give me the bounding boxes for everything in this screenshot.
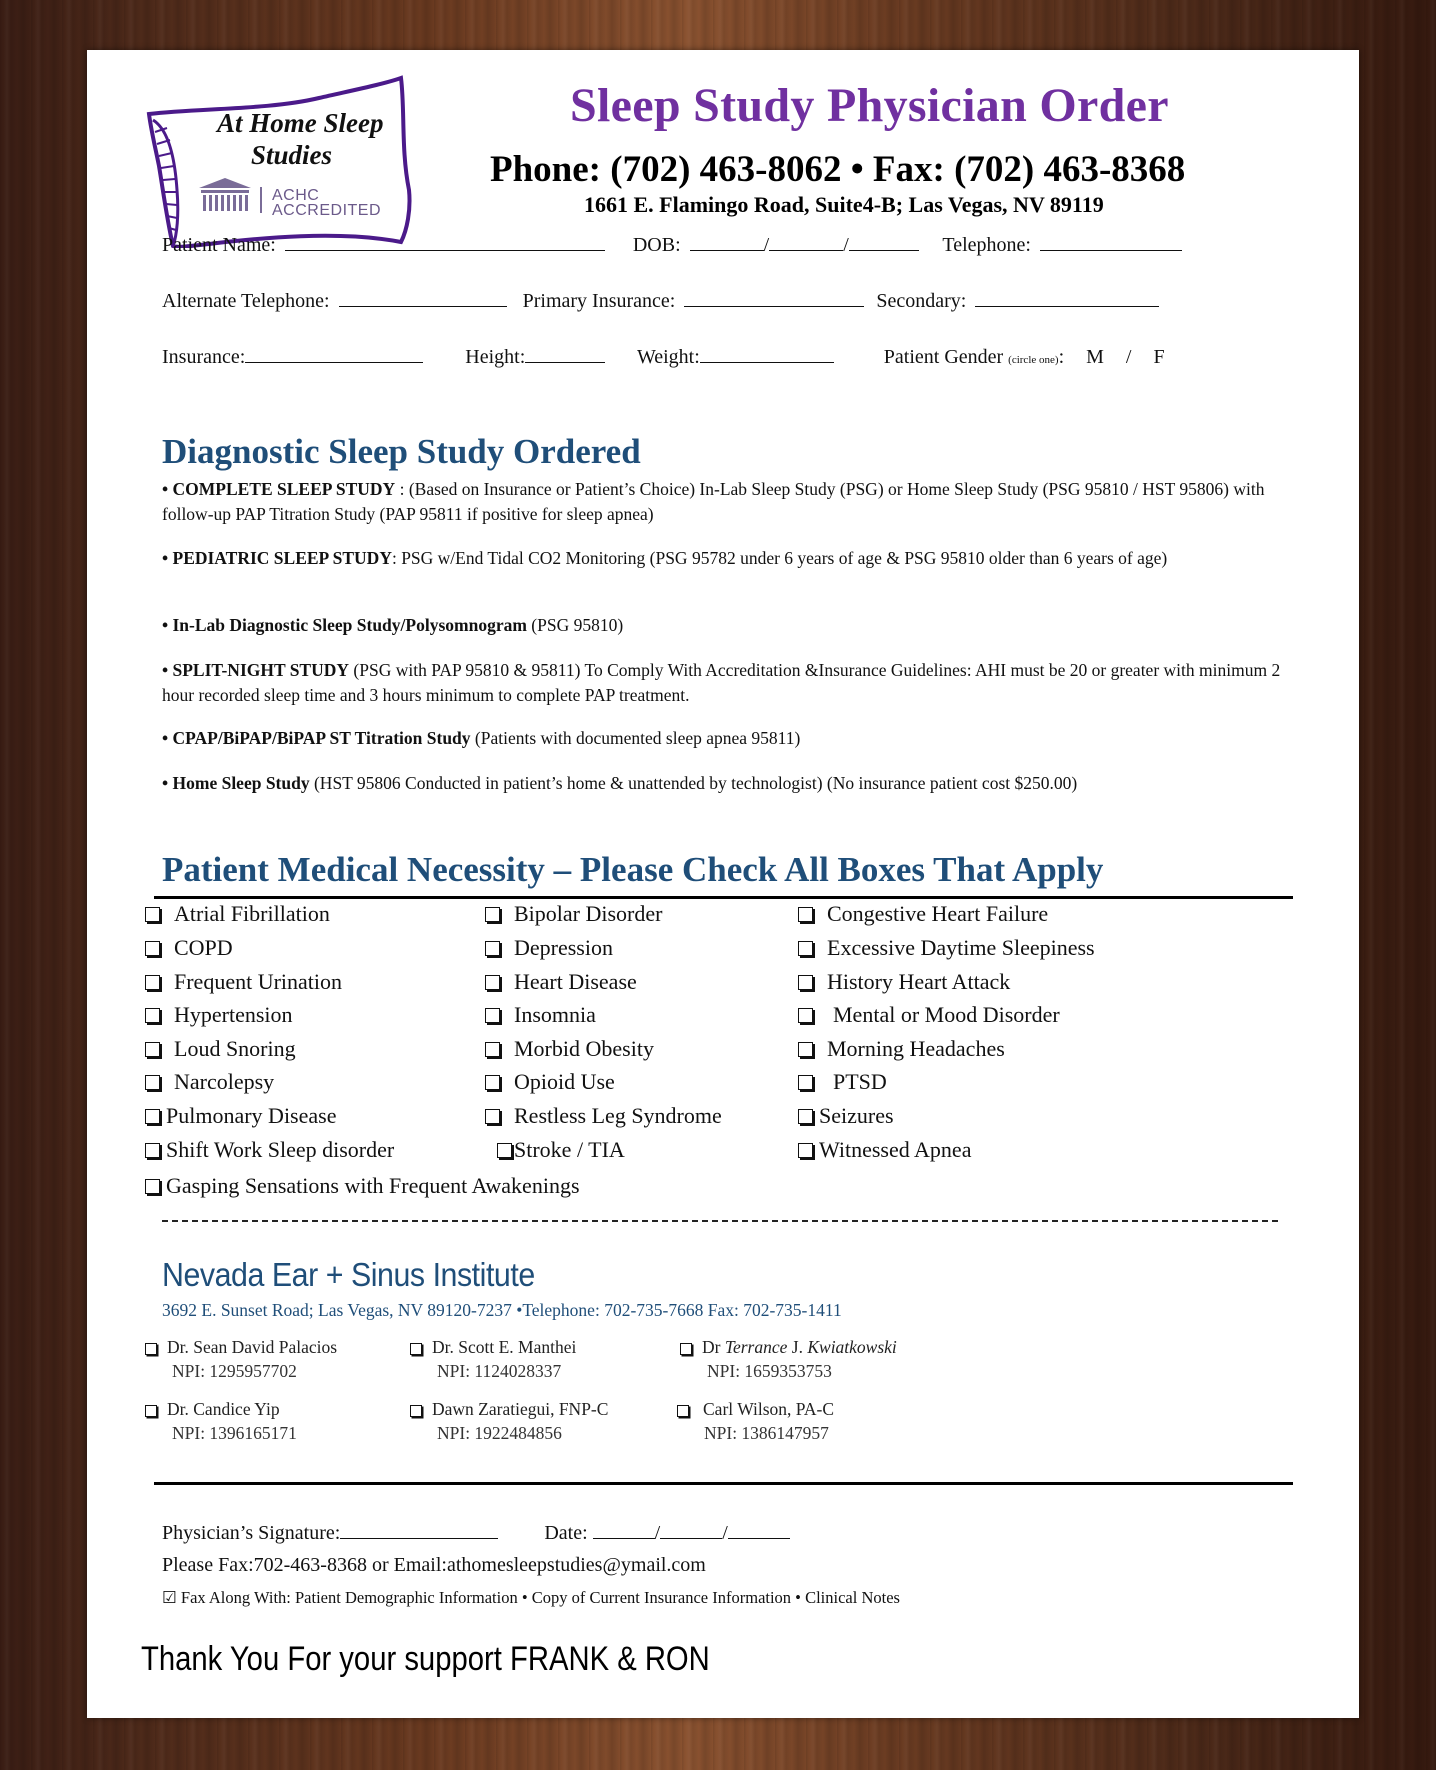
condition-label: Hypertension — [174, 1002, 293, 1027]
study-option-home[interactable] — [162, 771, 1292, 796]
telephone-field[interactable] — [1040, 232, 1182, 251]
condition-checkbox[interactable] — [798, 1002, 1060, 1028]
checkbox-icon[interactable] — [145, 1042, 160, 1057]
fax-email-instructions: Please Fax:702-463-8368 or Email:athomesleepstudies@ymail.com — [162, 1554, 706, 1576]
condition-checkbox[interactable] — [798, 1069, 887, 1095]
checkbox-icon[interactable] — [485, 907, 500, 922]
study-option-title: • Home Sleep Study — [162, 773, 310, 793]
condition-checkbox[interactable] — [145, 1103, 336, 1129]
condition-label: PTSD — [833, 1069, 887, 1094]
physician-npi: NPI: 1659353753 — [707, 1361, 832, 1381]
condition-label: Narcolepsy — [174, 1069, 275, 1094]
checkbox-icon[interactable] — [145, 1008, 160, 1023]
primary-insurance-field[interactable] — [684, 288, 864, 307]
condition-label: Mental or Mood Disorder — [833, 1002, 1060, 1027]
study-option-complete[interactable] — [162, 477, 1292, 527]
physician-option[interactable] — [145, 1397, 297, 1445]
physician-name-italic: Terrance — [724, 1337, 788, 1357]
checkbox-icon[interactable] — [145, 975, 160, 990]
alternate-telephone-field[interactable] — [339, 288, 507, 307]
condition-checkbox[interactable] — [798, 1036, 1005, 1062]
date-label: Date: — [544, 1522, 588, 1544]
achc-line2: ACCREDITED — [272, 202, 382, 219]
logo-text-line1: At Home Sleep — [217, 108, 384, 138]
circle-one-note: (circle one) — [1008, 354, 1059, 366]
physician-name: Dr. Candice Yip — [167, 1399, 280, 1419]
checkbox-icon[interactable] — [485, 975, 500, 990]
physician-npi: NPI: 1396165171 — [172, 1423, 297, 1443]
dob-day-field[interactable] — [769, 232, 843, 251]
condition-checkbox[interactable] — [145, 1137, 394, 1163]
condition-checkbox[interactable] — [145, 1173, 580, 1199]
secondary-insurance-field[interactable] — [975, 288, 1159, 307]
gender-slash: / — [1125, 346, 1132, 368]
condition-label: Depression — [514, 935, 613, 960]
dashed-divider — [162, 1220, 1278, 1222]
patient-gender-label: Patient Gender — [883, 346, 1004, 368]
condition-checkbox[interactable] — [798, 969, 1010, 995]
checkbox-icon[interactable] — [798, 1042, 813, 1057]
condition-label: Gasping Sensations with Frequent Awakenings — [166, 1173, 580, 1198]
checkbox-icon[interactable] — [798, 1109, 813, 1124]
checkbox-icon[interactable] — [145, 1405, 157, 1417]
institute-name: Nevada Ear + Sinus Institute — [162, 1256, 535, 1293]
page-title: Sleep Study Physician Order — [570, 79, 1169, 132]
physician-npi: NPI: 1922484856 — [437, 1423, 562, 1443]
condition-checkbox[interactable] — [497, 1137, 625, 1163]
checkbox-icon[interactable] — [145, 907, 160, 922]
physician-option[interactable] — [410, 1335, 576, 1383]
physician-name-italic: Kwiatkowski — [807, 1337, 897, 1357]
physician-signature-label: Physician’s Signature: — [162, 1522, 341, 1544]
condition-label: Heart Disease — [514, 969, 637, 994]
section-divider — [154, 896, 1293, 899]
gender-option-m[interactable]: M — [1086, 346, 1104, 368]
physician-npi: NPI: 1295957702 — [172, 1361, 297, 1381]
dob-separator: / — [763, 234, 770, 256]
checkbox-icon[interactable] — [485, 1008, 500, 1023]
physician-name: Dawn Zaratiegui, FNP-C — [432, 1399, 609, 1419]
achc-accredited-badge — [272, 188, 381, 218]
date-separator: / — [654, 1522, 661, 1544]
secondary-insurance-label: Secondary: — [876, 290, 967, 312]
date-day-field[interactable] — [660, 1520, 722, 1539]
study-option-description: (Patients with documented sleep apnea 95811) — [470, 728, 801, 748]
achc-building-icon — [199, 178, 262, 213]
date-year-field[interactable] — [728, 1520, 790, 1539]
study-option-pediatric[interactable] — [162, 546, 1292, 571]
logo-text-line2: Studies — [251, 140, 333, 170]
medical-necessity-heading: Patient Medical Necessity – Please Check All Boxes That Apply — [162, 850, 1104, 889]
condition-checkbox[interactable] — [145, 935, 233, 961]
condition-label: Congestive Heart Failure — [827, 901, 1049, 926]
dob-month-field[interactable] — [690, 232, 764, 251]
condition-label: Shift Work Sleep disorder — [166, 1137, 395, 1162]
checkbox-icon[interactable] — [485, 1109, 500, 1124]
condition-label: Morning Headaches — [827, 1036, 1005, 1061]
thank-you-note: Thank You For your support FRANK & RON — [141, 1640, 710, 1678]
signature-row — [162, 1520, 790, 1545]
condition-label: Pulmonary Disease — [166, 1103, 337, 1128]
checkbox-icon[interactable] — [798, 975, 813, 990]
physician-option[interactable] — [410, 1397, 608, 1445]
patient-info-row-2 — [162, 288, 1159, 313]
insurance-field[interactable] — [245, 344, 423, 363]
study-option-description: (PSG with PAP 95810 & 95811) To Comply With Accreditation &Insurance Guidelines: AHI must be 20 or greater with minimum 2 hour recorded sleep time and 3 hours minimum to complete PAP treatment. — [162, 660, 1281, 705]
checkbox-icon[interactable] — [145, 1179, 160, 1194]
condition-label: Excessive Daytime Sleepiness — [827, 935, 1095, 960]
checkbox-icon[interactable] — [497, 1143, 512, 1158]
physician-signature-field[interactable] — [340, 1520, 498, 1539]
condition-checkbox[interactable] — [798, 935, 1095, 961]
study-option-title: • PEDIATRIC SLEEP STUDY — [162, 548, 392, 568]
fax-along-with-row — [162, 1588, 900, 1608]
order-form-page — [87, 50, 1359, 1718]
dob-separator: / — [843, 234, 849, 256]
checkbox-icon[interactable] — [410, 1343, 422, 1355]
condition-label: Witnessed Apnea — [819, 1137, 972, 1162]
checkbox-icon[interactable] — [145, 1075, 160, 1090]
condition-checkbox[interactable] — [798, 901, 1048, 927]
weight-label: Weight: — [636, 346, 700, 368]
checkbox-icon[interactable] — [485, 941, 500, 956]
study-option-description: (PSG 95810) — [526, 615, 624, 635]
condition-checkbox[interactable] — [798, 1137, 971, 1163]
condition-checkbox[interactable] — [485, 935, 613, 961]
checkbox-icon[interactable] — [485, 1075, 500, 1090]
clinic-address: 1661 E. Flamingo Road, Suite4-B; Las Vegas, NV 89119 — [584, 192, 1104, 217]
checkbox-icon[interactable] — [145, 1109, 160, 1124]
condition-checkbox[interactable] — [145, 1002, 293, 1028]
physician-npi: NPI: 1124028337 — [437, 1361, 562, 1381]
checkbox-icon[interactable] — [680, 1343, 692, 1355]
condition-checkbox[interactable] — [485, 1036, 654, 1062]
checkbox-icon[interactable] — [798, 1143, 813, 1158]
physician-name-mid: J. — [787, 1337, 808, 1357]
study-option-title: • CPAP/BiPAP/BiPAP ST Titration Study — [162, 728, 471, 748]
alternate-telephone-label: Alternate Telephone: — [162, 290, 330, 312]
study-option-title: • In-Lab Diagnostic Sleep Study/Polysomnogram — [162, 615, 527, 635]
condition-checkbox[interactable] — [145, 1069, 274, 1095]
condition-checkbox[interactable] — [485, 901, 662, 927]
checkbox-icon[interactable] — [798, 907, 813, 922]
physician-name: Dr. Scott E. Manthei — [432, 1337, 577, 1357]
condition-label: Atrial Fibrillation — [174, 901, 330, 926]
height-field[interactable] — [525, 344, 605, 363]
condition-label: COPD — [174, 935, 233, 960]
checkbox-icon[interactable] — [677, 1405, 689, 1417]
checkbox-icon[interactable] — [798, 1075, 813, 1090]
physician-option[interactable] — [145, 1335, 337, 1383]
height-label: Height: — [465, 346, 526, 368]
condition-checkbox[interactable] — [485, 1002, 596, 1028]
institute-address: 3692 E. Sunset Road; Las Vegas, NV 89120-7237 •Telephone: 702-735-7668 Fax: 702-735-1411 — [162, 1300, 842, 1320]
study-option-title: • COMPLETE SLEEP STUDY — [162, 479, 396, 499]
condition-label: Loud Snoring — [174, 1036, 296, 1061]
study-option-split-night[interactable] — [162, 658, 1292, 708]
condition-label: Seizures — [819, 1103, 894, 1128]
condition-checkbox[interactable] — [485, 1103, 722, 1129]
physician-option[interactable] — [677, 1397, 834, 1445]
diagnostic-section-heading: Diagnostic Sleep Study Ordered — [162, 432, 641, 471]
checkbox-icon[interactable] — [145, 1143, 160, 1158]
condition-checkbox[interactable] — [798, 1103, 894, 1129]
physician-name: Carl Wilson, PA-C — [703, 1399, 835, 1419]
physician-npi: NPI: 1386147957 — [704, 1423, 829, 1443]
patient-info-row-1 — [162, 232, 1182, 257]
weight-field[interactable] — [700, 344, 834, 363]
study-option-titration[interactable] — [162, 726, 1292, 751]
study-option-description: : (Based on Insurance or Patient’s Choice) In-Lab Sleep Study (PSG) or Home Sleep Study (PSG 95810 / HST 95806) with follow-up PAP Titration Study (PAP 95811 if positive for sleep apnea) — [162, 479, 1265, 524]
condition-label: Stroke / TIA — [514, 1137, 625, 1162]
fax-along-with-text: Fax Along With: Patient Demographic Information • Copy of Current Insurance Information • Clinical Notes — [176, 1588, 900, 1607]
checkbox-icon[interactable] — [485, 1042, 500, 1057]
date-separator: / — [722, 1522, 728, 1544]
patient-name-label: Patient Name: — [162, 234, 276, 256]
gender-option-f[interactable]: F — [1153, 346, 1165, 368]
physician-name: Dr. Sean David Palacios — [167, 1337, 338, 1357]
checkbox-icon[interactable] — [798, 941, 813, 956]
condition-checkbox[interactable] — [145, 901, 330, 927]
condition-checkbox[interactable] — [145, 969, 342, 995]
patient-name-field[interactable] — [285, 232, 605, 251]
study-option-description: : PSG w/End Tidal CO2 Monitoring (PSG 95782 under 6 years of age & PSG 95810 older than 6 years of age) — [391, 548, 1168, 568]
primary-insurance-label: Primary Insurance: — [522, 290, 676, 312]
checkbox-icon[interactable] — [798, 1008, 813, 1023]
study-option-inlab[interactable] — [162, 613, 1292, 638]
section-divider — [154, 1482, 1293, 1485]
checkbox-icon[interactable] — [410, 1405, 422, 1417]
at-home-sleep-studies-logo — [139, 70, 415, 248]
condition-checkbox[interactable] — [485, 969, 637, 995]
patient-info-row-3 — [162, 344, 1165, 369]
telephone-label: Telephone: — [942, 234, 1031, 256]
physician-name: Dr — [702, 1337, 725, 1357]
condition-label: History Heart Attack — [827, 969, 1011, 994]
phone-fax-line: Phone: (702) 463-8062 • Fax: (702) 463-8368 — [490, 149, 1186, 190]
gender-colon: : — [1058, 346, 1065, 368]
condition-label: Insomnia — [514, 1002, 596, 1027]
checked-box-icon: ☑ — [162, 1588, 177, 1607]
date-month-field[interactable] — [593, 1520, 655, 1539]
physician-option[interactable] — [680, 1335, 897, 1383]
study-option-description: (HST 95806 Conducted in patient’s home & unattended by technologist) (No insurance patient cost $250.00) — [309, 773, 1078, 793]
checkbox-icon[interactable] — [145, 941, 160, 956]
dob-year-field[interactable] — [849, 232, 919, 251]
condition-checkbox[interactable] — [485, 1069, 615, 1095]
condition-label: Morbid Obesity — [514, 1036, 654, 1061]
condition-label: Restless Leg Syndrome — [514, 1103, 722, 1128]
condition-label: Frequent Urination — [174, 969, 343, 994]
achc-line1: ACHC — [272, 187, 320, 204]
condition-label: Opioid Use — [514, 1069, 615, 1094]
condition-checkbox[interactable] — [145, 1036, 296, 1062]
condition-label: Bipolar Disorder — [514, 901, 663, 926]
study-option-title: • SPLIT-NIGHT STUDY — [162, 660, 350, 680]
dob-label: DOB: — [632, 234, 681, 256]
insurance-label: Insurance: — [162, 346, 246, 368]
checkbox-icon[interactable] — [145, 1343, 157, 1355]
